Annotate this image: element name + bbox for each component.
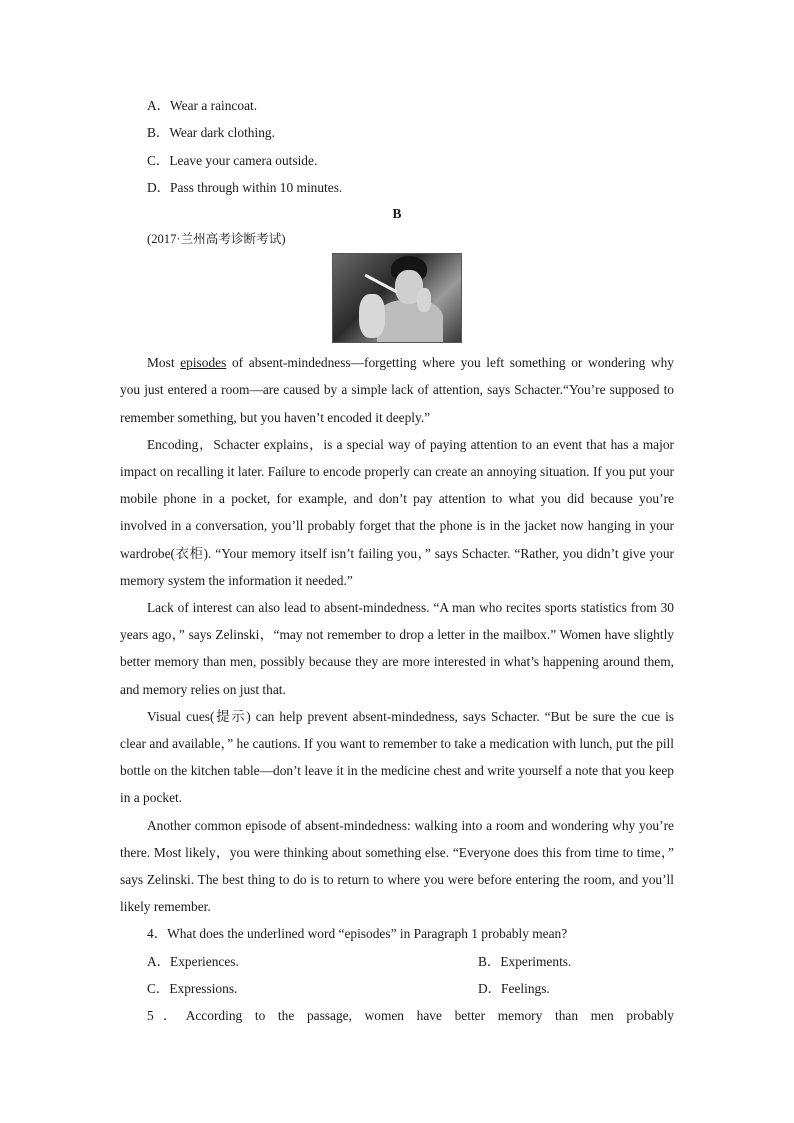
section-label: B — [392, 206, 402, 222]
prev-option-c: C．Leave your camera outside. — [147, 152, 318, 168]
q4-option-a: A．Experiences. — [147, 953, 239, 969]
photo-container — [120, 253, 674, 343]
question-4-options-row-2 — [147, 975, 674, 1002]
paragraph-2: Encoding，Schacter explains，is a special way of paying attention to an event that has a major impact on recalling it later. Failure to encode properly can create an annoying situation. If you put your mobile phone in a pocket, for example, and don’t pay attention to what you did because you’re involved in a conversation, you’ll probably forget that the phone is in the jacket now hanging in your wardrobe(衣柜). “Your memory itself isn’t failing you，” says Schacter. “Rather, you didn’t give your memory system the information it needed.” — [120, 436, 674, 588]
q4-option-c: C．Expressions. — [147, 981, 238, 997]
underlined-word: episodes — [180, 355, 227, 371]
q4-option-b: B．Experiments. — [478, 953, 572, 969]
prev-option-b: B．Wear dark clothing. — [147, 125, 275, 141]
paragraph-1: Most episodes of absent-mindedness—forgetting where you left something or wondering why you just entered a room—are caused by a simple lack of attention, says Schacter.“You’re supposed to remember something, but you haven’t encoded it deeply.” — [120, 355, 674, 425]
question-4-options-row-1 — [147, 948, 674, 975]
thinking-person-photo — [332, 253, 462, 343]
paragraph-4: Visual cues(提示) can help prevent absent-mindedness, says Schacter. “But be sure the cue is clear and available，” he cautions. If you want to remember to take a medication with lunch, put the pill bottle on the kitchen table—don’t leave it in the medicine chest and write yourself a note that you keep in a pocket. — [120, 708, 674, 806]
paragraph-3: Lack of interest can also lead to absent-mindedness. “A man who recites sports statistics from 30 years ago，” says Zelinski，“may not remember to drop a letter in the mailbox.” Women have slightly better memory than men, possibly because they are more interested in what’s happening around them, and memory relies on just that. — [120, 600, 674, 697]
prev-option-d: D．Pass through within 10 minutes. — [147, 179, 343, 195]
q4-option-d: D．Feelings. — [478, 981, 550, 997]
prev-option-a: A．Wear a raincoat. — [147, 98, 258, 113]
question-4-stem: 4．What does the underlined word “episodes” in Paragraph 1 probably mean? — [147, 926, 568, 942]
question-5-stem: 5．According to the passage, women have better memory than men probably — [147, 1008, 674, 1024]
source-note: (2017·兰州高考诊断考试) — [147, 232, 286, 247]
paragraph-5: Another common episode of absent-mindedness: walking into a room and wondering why you’re there. Most likely，you were thinking about something else. “Everyone does this from time to time，” says Zelinski. The best thing to do is to return to where you were before entering the room, and you’ll likely remember. — [120, 817, 674, 915]
document-page — [120, 92, 674, 1030]
